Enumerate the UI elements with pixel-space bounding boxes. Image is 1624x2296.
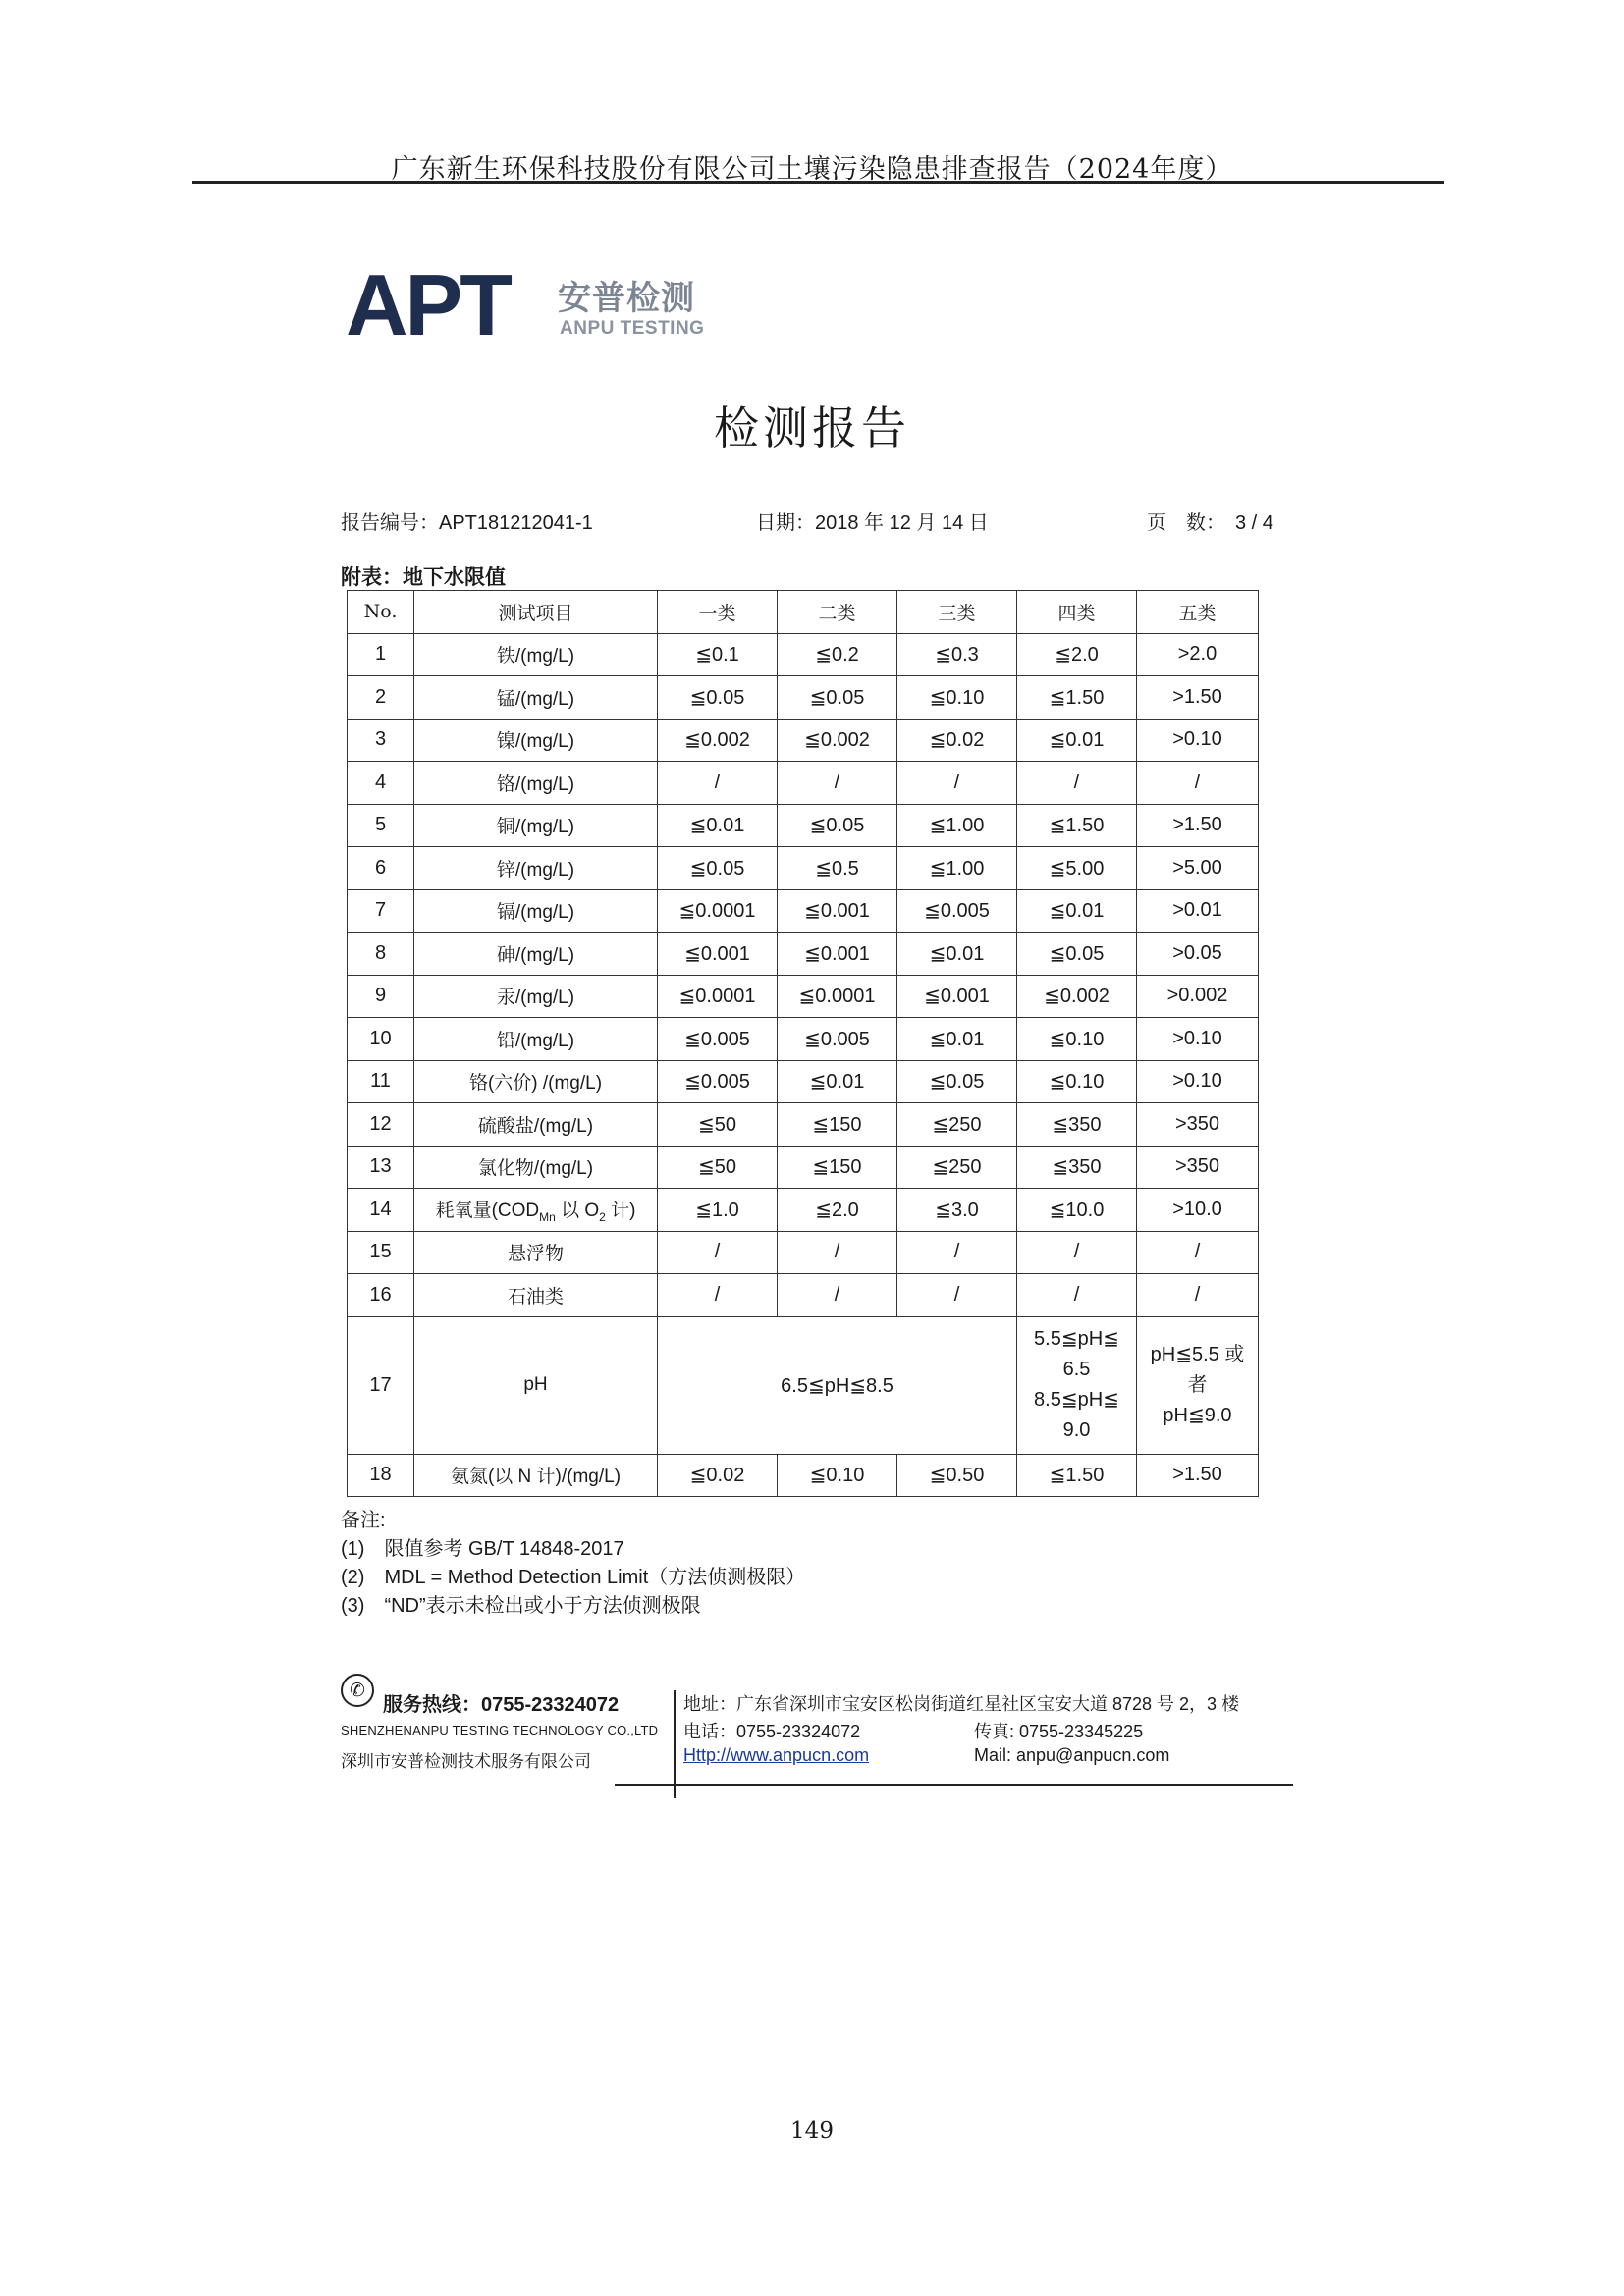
test-item: 锰/(mg/L) (414, 676, 658, 720)
class-3-limit: ≦0.3 (897, 633, 1017, 676)
class-1-limit: ≦0.05 (658, 847, 778, 890)
test-item: 铬(六价) /(mg/L) (414, 1060, 658, 1103)
table-row (348, 633, 1259, 676)
table-row (348, 975, 1259, 1018)
remark-item: (3) “ND”表示未检出或小于方法侦测极限 (341, 1595, 701, 1617)
table-row (348, 1060, 1259, 1103)
class-1-limit: / (658, 1274, 778, 1317)
class-4-limit: ≦1.50 (1017, 1454, 1137, 1497)
class-2-limit: ≦0.5 (778, 847, 897, 890)
header-class-1: 一类 (658, 591, 778, 634)
test-item-part: 计) (605, 1200, 636, 1221)
company-fax: 传真: 0755-23345225 (974, 1722, 1144, 1741)
test-item-part: 耗氧量(COD (435, 1200, 540, 1221)
class-3-limit: / (897, 762, 1017, 805)
logo-mark: APT (346, 256, 510, 353)
test-item-part: Mn (539, 1209, 556, 1224)
document-title: 检测报告 (714, 401, 910, 454)
row-number: 18 (348, 1454, 414, 1497)
class-2-limit: ≦0.005 (778, 1018, 897, 1061)
row-number: 16 (348, 1274, 414, 1317)
table-row (348, 676, 1259, 720)
class-4-limit: / (1017, 1231, 1137, 1274)
company-website-link[interactable]: Http://www.anpucn.com (683, 1745, 870, 1765)
table-row (348, 889, 1259, 933)
class-3-limit: ≦0.02 (897, 719, 1017, 762)
groundwater-limits-table (347, 590, 1259, 1497)
class-5-limit: >0.10 (1137, 1018, 1259, 1061)
limit-line: 9.0 (1062, 1419, 1091, 1441)
class-1-limit: ≦0.1 (658, 633, 778, 676)
phone-icon: ✆ (341, 1674, 374, 1707)
test-item: pH (414, 1316, 658, 1454)
test-item: 氨氮(以 N 计)/(mg/L) (414, 1454, 658, 1497)
company-logo (346, 256, 719, 353)
header-class-5: 五类 (1137, 591, 1259, 634)
table-row (348, 1189, 1259, 1232)
class-4-limit: ≦350 (1017, 1103, 1137, 1147)
class-1-limit: ≦0.005 (658, 1018, 778, 1061)
class-2-limit: ≦2.0 (778, 1189, 897, 1232)
class-3-limit: ≦0.01 (897, 933, 1017, 976)
remark-item: (1) 限值参考 GB/T 14848-2017 (341, 1538, 624, 1560)
class-5-limit: >1.50 (1137, 676, 1259, 720)
table-row (348, 933, 1259, 976)
class-5-limit: / (1137, 762, 1259, 805)
remark-item: (2) MDL = Method Detection Limit（方法侦测极限） (341, 1567, 806, 1588)
class-2-limit: / (778, 1231, 897, 1274)
class-2-limit: ≦0.002 (778, 719, 897, 762)
test-item-part: 2 (599, 1209, 606, 1224)
test-item: 铁/(mg/L) (414, 633, 658, 676)
limit-line: pH≦9.0 (1163, 1404, 1232, 1426)
row-number: 6 (348, 847, 414, 890)
limit-line: pH≦5.5 或 (1150, 1343, 1245, 1365)
class-4-limit: ≦0.01 (1017, 719, 1137, 762)
logo-name-en: ANPU TESTING (560, 318, 705, 339)
logo-name-cn: 安普检测 (558, 279, 695, 318)
class-5-limit: / (1137, 1231, 1259, 1274)
company-telephone: 电话：0755-23324072 (683, 1722, 861, 1741)
class-2-limit: / (778, 762, 897, 805)
test-item: 氯化物/(mg/L) (414, 1146, 658, 1189)
class-2-limit: ≦150 (778, 1103, 897, 1147)
row-number: 3 (348, 719, 414, 762)
class-3-limit: ≦0.005 (897, 889, 1017, 933)
company-email: Mail: anpu@anpucn.com (974, 1745, 1170, 1765)
class-2-limit: ≦0.0001 (778, 975, 897, 1018)
class-1-limit: ≦0.002 (658, 719, 778, 762)
class-3-limit: ≦250 (897, 1103, 1017, 1147)
limit-line: 8.5≦pH≦ (1034, 1389, 1119, 1411)
row-number: 5 (348, 804, 414, 847)
class-4-limit: ≦350 (1017, 1146, 1137, 1189)
header-item: 测试项目 (414, 591, 658, 634)
class-3-limit: ≦0.001 (897, 975, 1017, 1018)
table-row (348, 847, 1259, 890)
class-3-limit: ≦0.10 (897, 676, 1017, 720)
test-item: 铜/(mg/L) (414, 804, 658, 847)
class-4-limit: ≦5.00 (1017, 847, 1137, 890)
class-5-limit: >0.05 (1137, 933, 1259, 976)
table-body (348, 633, 1259, 1497)
class-3-limit: / (897, 1274, 1017, 1317)
class-4-limit: ≦0.05 (1017, 933, 1137, 976)
test-item: 汞/(mg/L) (414, 975, 658, 1018)
table-row (348, 1018, 1259, 1061)
row-number: 12 (348, 1103, 414, 1147)
class-1-limit: ≦0.02 (658, 1454, 778, 1497)
class-1-3-limit: 6.5≦pH≦8.5 (658, 1316, 1017, 1454)
class-4-limit: ≦1.50 (1017, 804, 1137, 847)
service-hotline: 服务热线：0755-23324072 (383, 1694, 620, 1716)
footer-divider-horizontal (615, 1784, 1293, 1786)
report-number: 报告编号：APT181212041-1 (341, 512, 593, 534)
test-item (414, 1189, 658, 1232)
test-item: 锌/(mg/L) (414, 847, 658, 890)
class-1-limit: / (658, 762, 778, 805)
test-item: 镍/(mg/L) (414, 719, 658, 762)
row-number: 8 (348, 933, 414, 976)
class-1-limit: ≦0.0001 (658, 975, 778, 1018)
footer-divider-vertical (674, 1690, 676, 1798)
row-number: 13 (348, 1146, 414, 1189)
table-row (348, 1316, 1259, 1454)
header-rule (192, 181, 1444, 184)
class-2-limit: ≦0.05 (778, 804, 897, 847)
class-2-limit: ≦0.10 (778, 1454, 897, 1497)
table-caption: 附表：地下水限值 (341, 564, 506, 589)
test-item-part: 以 O (555, 1200, 600, 1221)
class-1-limit: ≦0.005 (658, 1060, 778, 1103)
header-class-4: 四类 (1017, 591, 1137, 634)
class-4-limit: ≦10.0 (1017, 1189, 1137, 1232)
table-row (348, 804, 1259, 847)
company-address: 地址：广东省深圳市宝安区松岗街道红星社区宝安大道 8728 号 2，3 楼 (683, 1694, 1240, 1714)
test-item: 悬浮物 (414, 1231, 658, 1274)
class-5-limit: >0.01 (1137, 889, 1259, 933)
class-2-limit: ≦0.001 (778, 889, 897, 933)
table-row (348, 762, 1259, 805)
row-number: 1 (348, 633, 414, 676)
class-1-limit: ≦1.0 (658, 1189, 778, 1232)
class-3-limit: ≦0.01 (897, 1018, 1017, 1061)
page-number: 149 (790, 2118, 834, 2144)
class-5-limit: >0.10 (1137, 719, 1259, 762)
class-4-limit: / (1017, 762, 1137, 805)
test-item: 硫酸盐/(mg/L) (414, 1103, 658, 1147)
class-4-limit: / (1017, 1274, 1137, 1317)
table-row (348, 719, 1259, 762)
report-date: 日期：2018 年 12 月 14 日 (756, 512, 989, 534)
header-class-3: 三类 (897, 591, 1017, 634)
class-3-limit: ≦1.00 (897, 804, 1017, 847)
header-no: No. (348, 591, 414, 634)
class-3-limit: / (897, 1231, 1017, 1274)
row-number: 9 (348, 975, 414, 1018)
remarks (341, 1507, 805, 1621)
class-5-limit: >10.0 (1137, 1189, 1259, 1232)
class-5-limit: >2.0 (1137, 633, 1259, 676)
table-row (348, 1274, 1259, 1317)
test-item: 石油类 (414, 1274, 658, 1317)
class-4-limit: ≦0.10 (1017, 1018, 1137, 1061)
class-3-limit: ≦0.50 (897, 1454, 1017, 1497)
class-5-limit: >5.00 (1137, 847, 1259, 890)
class-5-limit: >350 (1137, 1103, 1259, 1147)
class-1-limit: ≦0.001 (658, 933, 778, 976)
row-number: 11 (348, 1060, 414, 1103)
class-1-limit: / (658, 1231, 778, 1274)
class-1-limit: ≦50 (658, 1103, 778, 1147)
table-row (348, 1454, 1259, 1497)
class-1-limit: ≦0.0001 (658, 889, 778, 933)
class-5-limit: >0.10 (1137, 1060, 1259, 1103)
limit-line: 者 (1187, 1373, 1208, 1396)
test-item: 镉/(mg/L) (414, 889, 658, 933)
remarks-title: 备注: (341, 1510, 386, 1531)
class-3-limit: ≦3.0 (897, 1189, 1017, 1232)
class-2-limit: ≦0.01 (778, 1060, 897, 1103)
row-number: 2 (348, 676, 414, 720)
class-2-limit: ≦0.05 (778, 676, 897, 720)
table-row (348, 1146, 1259, 1189)
row-number: 15 (348, 1231, 414, 1274)
class-5-limit: >350 (1137, 1146, 1259, 1189)
class-4-limit (1017, 1316, 1137, 1454)
class-4-limit: ≦1.50 (1017, 676, 1137, 720)
class-5-limit: >1.50 (1137, 1454, 1259, 1497)
class-3-limit: ≦0.05 (897, 1060, 1017, 1103)
class-1-limit: ≦0.05 (658, 676, 778, 720)
class-3-limit: ≦250 (897, 1146, 1017, 1189)
class-2-limit: / (778, 1274, 897, 1317)
row-number: 14 (348, 1189, 414, 1232)
header-class-2: 二类 (778, 591, 897, 634)
row-number: 10 (348, 1018, 414, 1061)
class-4-limit: ≦2.0 (1017, 633, 1137, 676)
class-4-limit: ≦0.01 (1017, 889, 1137, 933)
row-number: 7 (348, 889, 414, 933)
row-number: 4 (348, 762, 414, 805)
class-5-limit (1137, 1316, 1259, 1454)
class-2-limit: ≦0.001 (778, 933, 897, 976)
table-row (348, 1103, 1259, 1147)
class-3-limit: ≦1.00 (897, 847, 1017, 890)
class-2-limit: ≦0.2 (778, 633, 897, 676)
class-4-limit: ≦0.10 (1017, 1060, 1137, 1103)
class-5-limit: >1.50 (1137, 804, 1259, 847)
class-5-limit: / (1137, 1274, 1259, 1317)
page-count: 页 数： 3 / 4 (1147, 512, 1273, 534)
test-item: 砷/(mg/L) (414, 933, 658, 976)
class-1-limit: ≦0.01 (658, 804, 778, 847)
class-2-limit: ≦150 (778, 1146, 897, 1189)
company-name-en: SHENZHENANPU TESTING TECHNOLOGY CO.,LTD (341, 1723, 659, 1737)
class-5-limit: >0.002 (1137, 975, 1259, 1018)
table-row (348, 1231, 1259, 1274)
running-header: 广东新生环保科技股份有限公司土壤污染隐患排查报告（2024年度） (391, 154, 1233, 185)
test-item: 铬/(mg/L) (414, 762, 658, 805)
class-4-limit: ≦0.002 (1017, 975, 1137, 1018)
company-name-cn: 深圳市安普检测技术服务有限公司 (341, 1752, 591, 1772)
class-1-limit: ≦50 (658, 1146, 778, 1189)
limit-line: 6.5 (1062, 1359, 1091, 1380)
test-item: 铅/(mg/L) (414, 1018, 658, 1061)
limit-line: 5.5≦pH≦ (1034, 1328, 1119, 1350)
row-number: 17 (348, 1316, 414, 1454)
table-header-row (348, 591, 1259, 634)
